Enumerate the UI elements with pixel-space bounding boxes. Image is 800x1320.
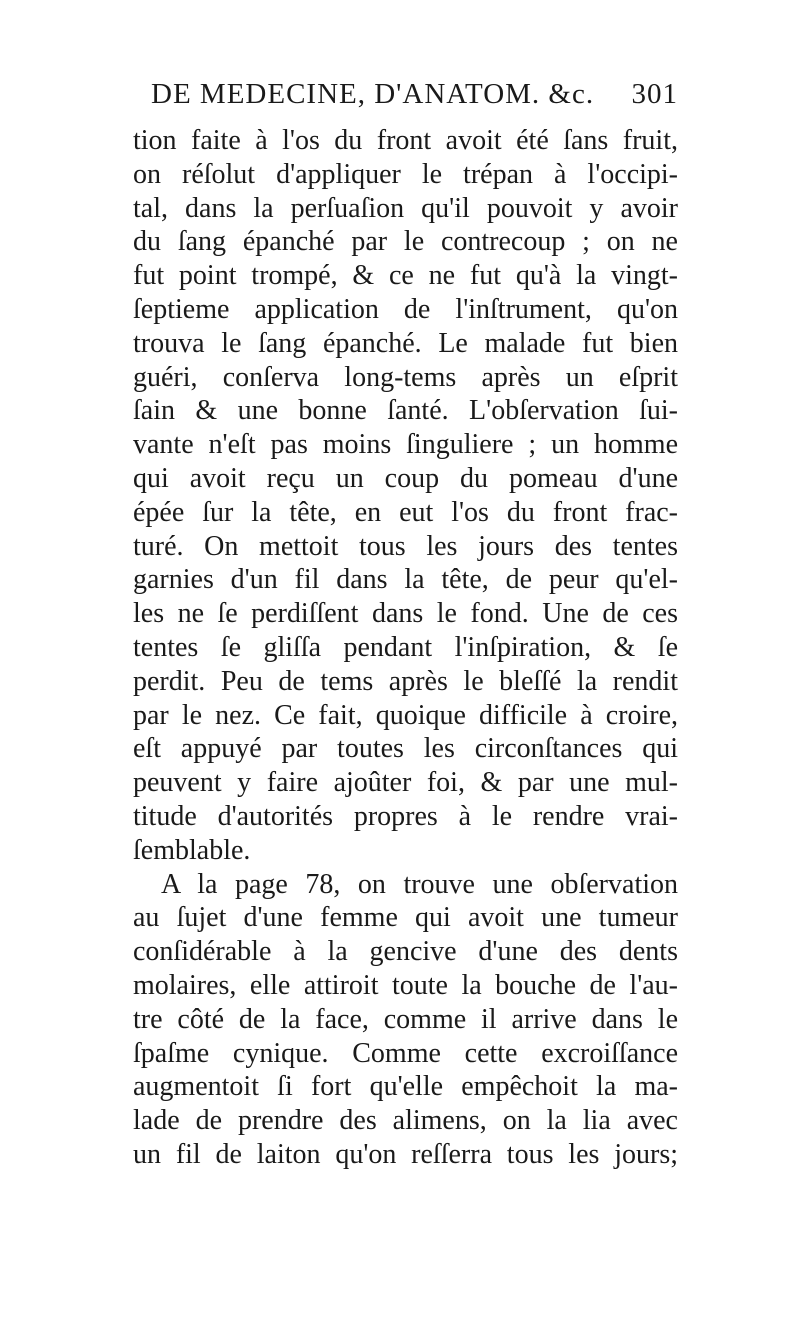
running-head-title: DE MEDECINE, D'ANATOM. &c. [151, 78, 595, 110]
text-line: tentes ſe gliſſa pendant l'inſpiration, & ſe [133, 631, 678, 663]
text-line: tion faite à l'os du front avoit été ſans fruit, [133, 125, 678, 156]
text-line: tre côté de la face, comme il arrive dans le [133, 1003, 678, 1035]
text-line: A la page 78, on trouve une obſervation [161, 868, 678, 900]
page-number: 301 [631, 78, 678, 110]
text-line: du ſang épanché par le contrecoup ; on ne [133, 226, 678, 258]
text-line: fut point trompé, & ce ne fut qu'à la vingt- [133, 260, 678, 292]
text-line: garnies d'un fil dans la tête, de peur qu'el- [133, 564, 678, 596]
text-line: épée ſur la tête, en eut l'os du front frac- [133, 496, 678, 528]
text-line: par le nez. Ce fait, quoique difficile à croire, [133, 699, 678, 731]
text-line: au ſujet d'une femme qui avoit une tumeur [133, 902, 678, 934]
body-text [133, 124, 678, 1172]
text-line: eſt appuyé par toutes les circonſtances qui [133, 733, 678, 765]
text-line: guéri, conſerva long-tems après un eſprit [133, 361, 678, 393]
text-line: tal, dans la perſuaſion qu'il pouvoit y avoir [133, 192, 678, 224]
text-line: on réſolut d'appliquer le trépan à l'occipi- [133, 158, 678, 190]
text-line: perdit. Peu de tems après le bleſſé la rendit [133, 665, 678, 697]
text-block [133, 78, 678, 1172]
running-head [133, 78, 678, 124]
text-line: ſeptieme application de l'inſtrument, qu'on [133, 293, 678, 325]
text-line: vante n'eſt pas moins ſinguliere ; un homme [133, 429, 678, 461]
text-line: qui avoit reçu un coup du pomeau d'une [133, 462, 678, 494]
text-line: molaires, elle attiroit toute la bouche de l'au- [133, 969, 678, 1001]
text-line: un fil de laiton qu'on reſſerra tous les jours; [133, 1138, 678, 1170]
text-line: trouva le ſang épanché. Le malade fut bien [133, 327, 678, 359]
text-line: ſemblable. [133, 834, 251, 866]
text-line: titude d'autorités propres à le rendre vrai- [133, 800, 678, 832]
text-line: turé. On mettoit tous les jours des tentes [133, 530, 678, 562]
text-line: conſidérable à la gencive d'une des dents [133, 936, 678, 968]
text-line: les ne ſe perdiſſent dans le fond. Une de ces [133, 598, 678, 630]
text-line: ſpaſme cynique. Comme cette excroiſſance [133, 1037, 678, 1069]
text-line: ſain & une bonne ſanté. L'obſervation ſui- [133, 395, 678, 427]
text-line: augmentoit ſi fort qu'elle empêchoit la ma- [133, 1071, 678, 1103]
text-line: lade de prendre des alimens, on la lia avec [133, 1105, 678, 1137]
text-line: peuvent y faire ajoûter foi, & par une mul- [133, 767, 678, 799]
